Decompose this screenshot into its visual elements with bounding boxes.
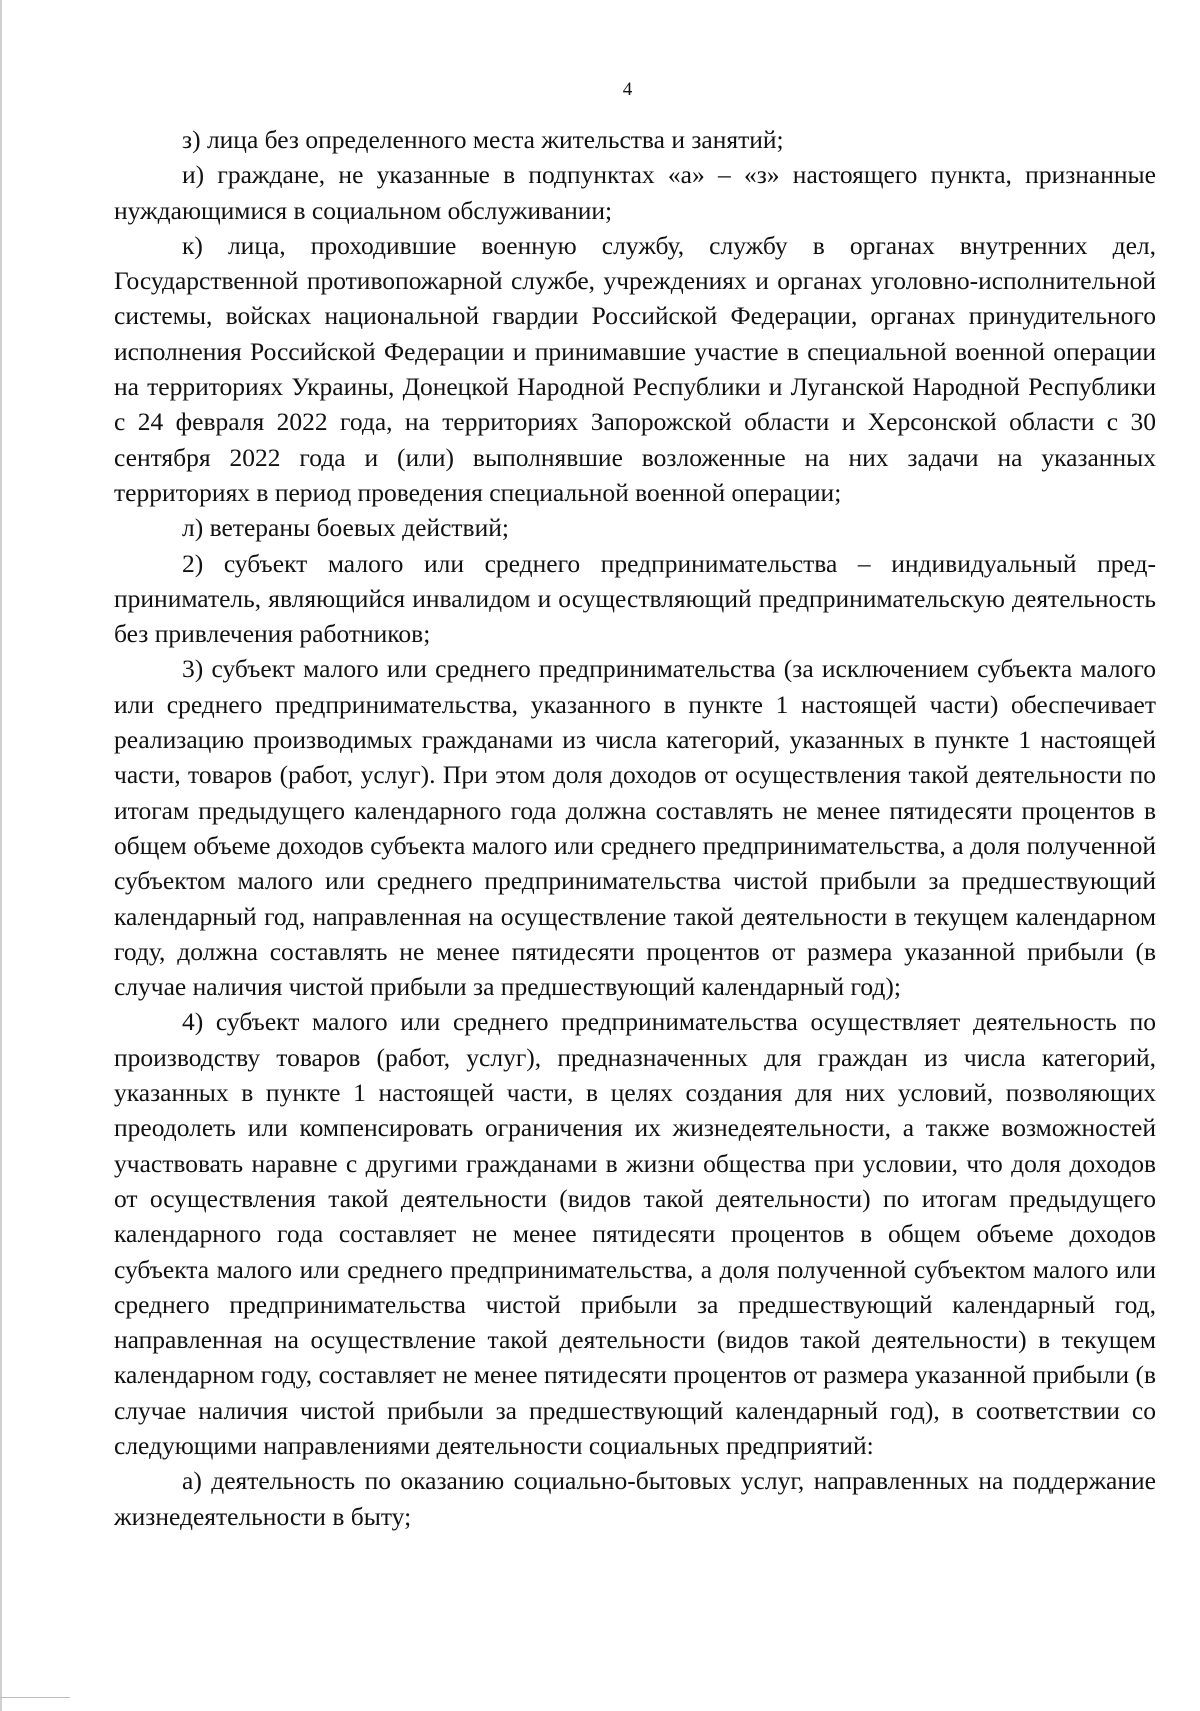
page-number: 4: [622, 79, 633, 100]
paragraph-z: з) лица без определенного места жительства и занятий;: [182, 125, 784, 154]
paragraph-k: к) лица, проходившие военную службу, службу в органах внутренних дел, Государственной противопожарной службе, учреждениях и органах уголовно-исполнительной системы, войсках национальной гвардии Российской Федерации, органах принудительного исполнения Российской Федерации и принимавшие участие в специальной военной операции на территориях Украины, Донецкой Народной Республики и Луганской Народной Республики с 24 февраля 2022 года, на территориях Запорожской области и Херсонской области с 30 сентября 2022 года и (или) выполнявшие возложенные на них задачи на указанных территориях в период проведения специальной военной операции;: [114, 230, 1156, 507]
paragraph-4: 4) субъект малого или среднего предпринимательства осуществляет деятельность по производству товаров (работ, услуг), предназначенных для граждан из числа категорий, указанных в пункте 1 настоящей части, в целях создания для них условий, позволяющих преодолеть или компенсировать ограничения их жизнедеятельности, а также возможностей участвовать наравне с другими гражданами в жизни общества при условии, что доля доходов от осуществления такой деятельности (видов такой деятельности) по итогам предыдущего календарного года составляет не менее пятидесяти процентов в общем объеме доходов субъекта малого или среднего предпринимательства, а доля полученной субъектом малого или среднего предпринимательства чистой прибыли за предшествующий календарный год, направленная на осуществление такой деятельности (видов такой деятельности) в текущем календарном году, составляет не менее пятидесяти процентов от размера указанной прибыли (в случае наличия чистой прибыли за предшествующий календарный год), в соответствии со следующими направлениями деятельности социальных предприятий:: [114, 1007, 1156, 1460]
scan-edge-line: [0, 0, 2, 1711]
paragraph-i: и) граждане, не указанные в подпунктах «а» – «з» настоящего пункта, признанные нуждающимися в социальном обслуживании;: [114, 160, 1156, 225]
scan-bottom-mark: [0, 1697, 70, 1698]
paragraph-a: а) деятельность по оказанию социально-бытовых услуг, направленных на поддержание жизнедеятельности в быту;: [114, 1466, 1156, 1531]
paragraph-3: 3) субъект малого или среднего предпринимательства (за исключением субъекта малого или среднего предпринимательства, указанного в пункте 1 настоящей части) обеспечивает реализацию производимых гражданами из числа категорий, указанных в пункте 1 настоящей части, товаров (работ, услуг). При этом доля доходов от осуществления такой деятельности по итогам предыдущего календарного года должна составлять не менее пятидесяти процентов в общем объеме доходов субъекта малого или среднего предпринимательства, а доля полученной субъектом малого или среднего предпринимательства чистой прибыли за предшествующий календарный год, направленная на осуществление такой деятельности в текущем календарном году, должна составлять не менее пятидесяти процентов от размера указанной прибыли (в случае наличия чистой прибыли за предшествующий календарный год);: [114, 654, 1156, 1002]
paragraph-2: 2) субъект малого или среднего предпринимательства – индивидуальный предприниматель, являющийся инвалидом и осуществляющий предпринимательскую деятельность без привлечения работников;: [114, 548, 1156, 649]
document-body: [114, 122, 1156, 1534]
paragraph-l: л) ветераны боевых действий;: [182, 513, 509, 543]
